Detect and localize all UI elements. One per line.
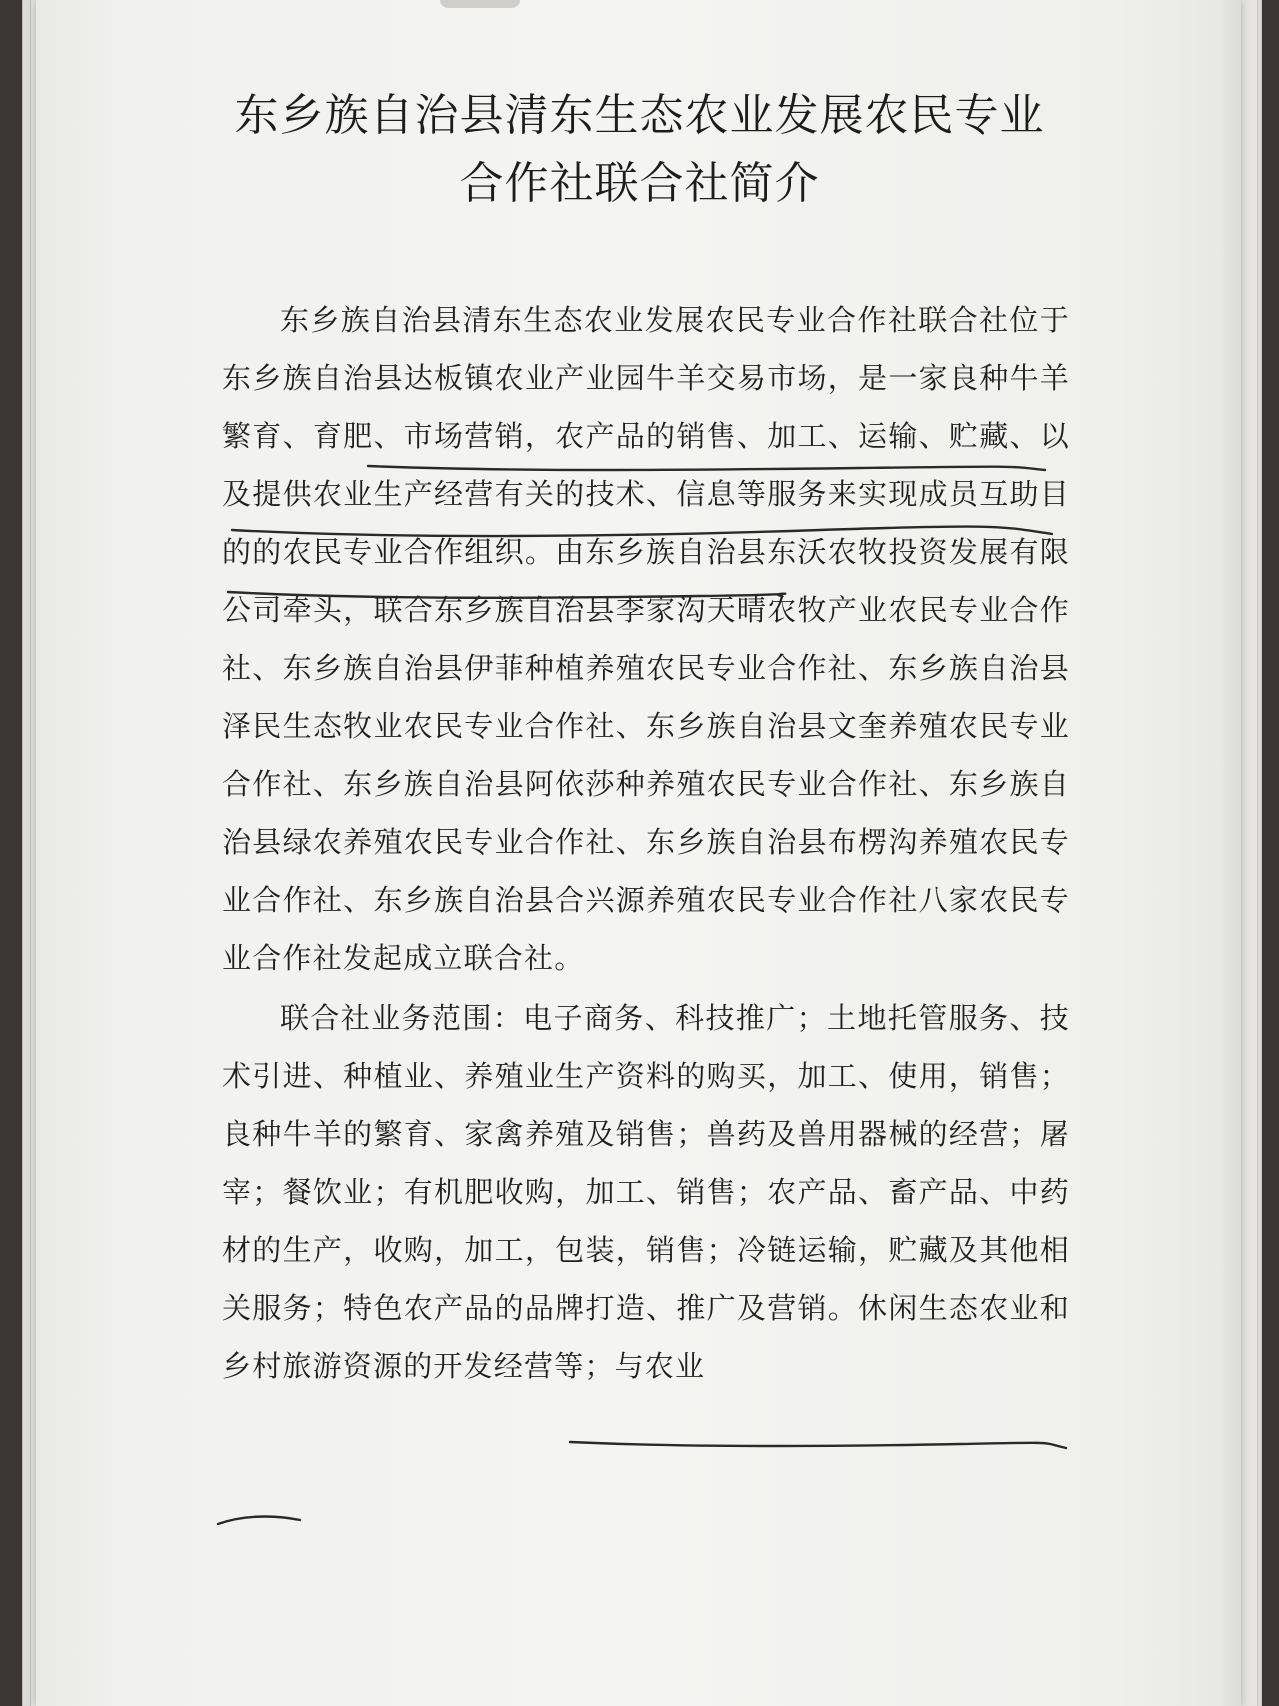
page-edge-shadow	[1219, 0, 1241, 1706]
title-line-2: 合作社联合社简介	[459, 158, 820, 209]
paragraph-business-scope: 联合社业务范围：电子商务、科技推广；土地托管服务、技术引进、种植业、养殖业生产资料的购买，加工、使用，销售；良种牛羊的繁育、家禽养殖及销售；兽药及兽用器械的经营；屠宰；餐饮业；有机肥收购，加工、销售；农产品、畜产品、中药材的生产，收购，加工，包装，销售；冷链运输，贮藏及其他相关服务；特色农产品的品牌打造、推广及营销。休闲生态农业和乡村旅游资源的开发经营等；与农业	[222, 1001, 1070, 1383]
top-shadow	[440, 0, 520, 8]
document-title	[0, 82, 1279, 218]
document-body	[222, 291, 1070, 1395]
paragraph-introduction: 东乡族自治县清东生态农业发展农民专业合作社联合社位于东乡族自治县达板镇农业产业园牛羊交易市场，是一家良种牛羊繁育、育肥、市场营销，农产品的销售、加工、运输、贮藏、以及提供农业生产经营有关的技术、信息等服务来实现成员互助目的的农民专业合作组织。由东乡族自治县东沃农牧投资发展有限公司牵头，联合东乡族自治县李家沟天晴农牧产业农民专业合作社、东乡族自治县伊菲种植养殖农民专业合作社、东乡族自治县泽民生态牧业农民专业合作社、东乡族自治县文奎养殖农民专业合作社、东乡族自治县阿依莎种养殖农民专业合作社、东乡族自治县绿农养殖农民专业合作社、东乡族自治县布楞沟养殖农民专业合作社、东乡族自治县合兴源养殖农民专业合作社八家农民专业合作社发起成立联合社。	[222, 303, 1070, 975]
title-line-1: 东乡族自治县清东生态农业发展农民专业	[234, 90, 1045, 141]
